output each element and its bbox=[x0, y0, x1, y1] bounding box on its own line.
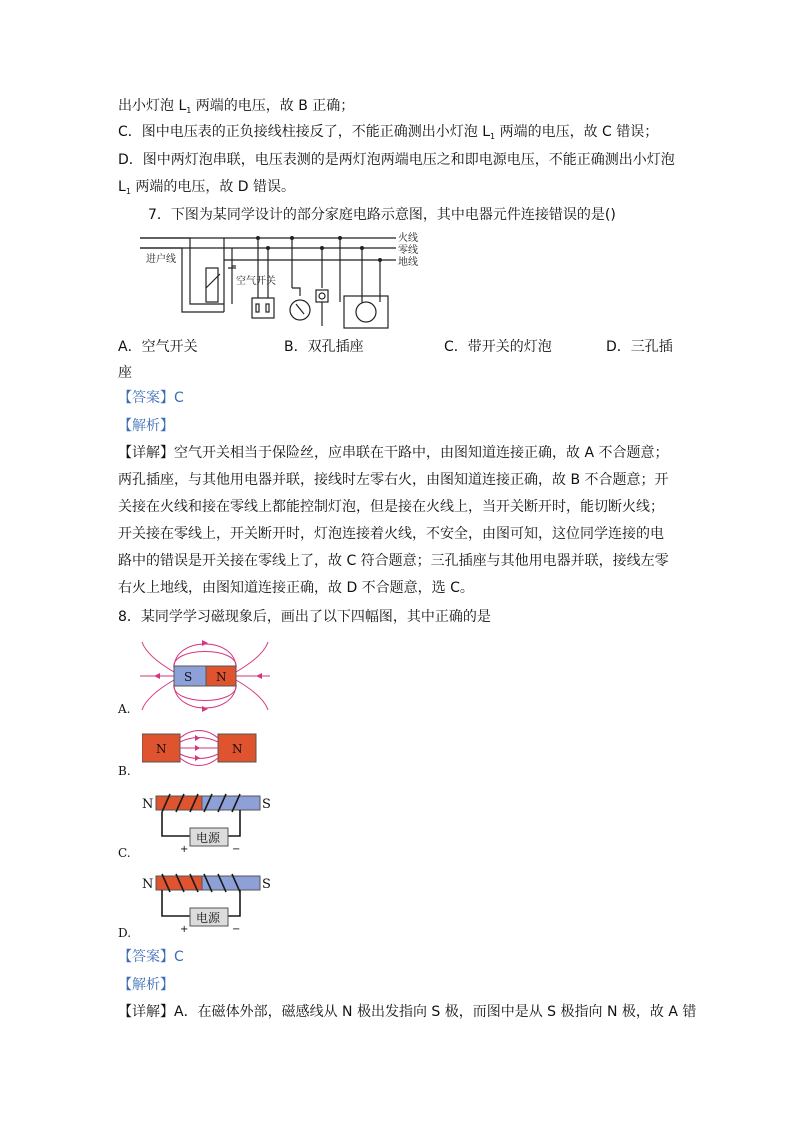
neutral-label: 零线 bbox=[398, 245, 418, 256]
figure-b-label: B. bbox=[118, 764, 131, 778]
pole-label: N bbox=[216, 670, 227, 684]
pole-label: N bbox=[142, 797, 154, 812]
ground-label: 地线 bbox=[398, 257, 418, 268]
detail-7-line: 两孔插座，与其他用电器并联，接线时左零右火，由图知道连接正确，故 B 不合题意；开 bbox=[118, 472, 669, 488]
analysis-7: 【解析】 bbox=[118, 418, 174, 434]
option-c: C．带开关的灯泡 bbox=[444, 339, 552, 355]
figure-a-bar-magnet bbox=[140, 638, 270, 714]
detail-7-line: 开关接在零线上，开关断开时，灯泡连接着火线，不安全，由图可知，这位同学连接的电 bbox=[118, 526, 664, 542]
text-line: D．图中两灯泡串联，电压表测的是两灯泡两端电压之和即电源电压，不能正确测出小灯泡 bbox=[118, 152, 675, 168]
option-a: A．空气开关 bbox=[118, 339, 198, 355]
option-d-continued: 座 bbox=[118, 365, 132, 381]
figure-c-label: C. bbox=[118, 846, 131, 860]
power-source-label: 电源 bbox=[196, 911, 221, 925]
minus-sign: − bbox=[232, 924, 241, 935]
figure-a-label: A. bbox=[118, 702, 131, 716]
detail-7-line: 路中的错误是开关接在零线上了，故 C 符合题意；三孔插座与其他用电器并联，接线左零 bbox=[118, 553, 669, 569]
text-line: $L_1$ 两端的电压，故 D 错误。 bbox=[118, 179, 296, 196]
answer-7: 【答案】C bbox=[118, 390, 184, 406]
plus-sign: + bbox=[180, 844, 189, 855]
detail-7-line: 【详解】空气开关相当于保险丝，应串联在干路中，由图知道连接正确，故 A 不合题意； bbox=[118, 445, 669, 461]
text-line: C．图中电压表的正负接线柱接反了，不能正确测出小灯泡 $L_1$ 两端的电压，故 C 错误； bbox=[118, 124, 659, 141]
inlet-label: 进户线 bbox=[146, 254, 176, 265]
household-circuit-diagram bbox=[140, 226, 430, 332]
figure-d-label: D. bbox=[118, 926, 132, 940]
question-8: 8．某同学学习磁现象后，画出了以下四幅图，其中正确的是 bbox=[118, 609, 491, 625]
answer-8: 【答案】C bbox=[118, 949, 184, 965]
detail-7-line: 关接在火线和接在零线上都能控制灯泡，但是接在火线上，当开关断开时，能切断火线； bbox=[118, 499, 664, 515]
pole-label: S bbox=[184, 670, 193, 684]
option-d: D．三孔插 bbox=[606, 339, 673, 355]
pole-label: N bbox=[232, 742, 243, 756]
option-b: B．双孔插座 bbox=[284, 339, 364, 355]
question-7: 7．下图为某同学设计的部分家庭电路示意图，其中电器元件连接错误的是() bbox=[148, 207, 616, 223]
detail-7-line: 右火上地线，由图知道连接正确，故 D 不合题意，选 C。 bbox=[118, 580, 474, 596]
figure-b-two-magnets bbox=[142, 726, 258, 770]
pole-label: N bbox=[142, 877, 154, 892]
figure-d-solenoid bbox=[140, 872, 280, 936]
breaker-label: 空气开关 bbox=[236, 276, 276, 287]
power-source-label: 电源 bbox=[196, 831, 221, 845]
minus-sign: − bbox=[232, 844, 241, 855]
detail-8-line: 【详解】A．在磁体外部，磁感线从 N 极出发指向 S 极，而图中是从 S 极指向 N 极，故 A 错 bbox=[118, 1004, 697, 1020]
figure-c-solenoid bbox=[140, 792, 280, 856]
pole-label: S bbox=[262, 877, 271, 892]
plus-sign: + bbox=[180, 924, 189, 935]
analysis-8: 【解析】 bbox=[118, 977, 174, 993]
pole-label: S bbox=[262, 797, 271, 812]
text-line: 出小灯泡 $L_1$ 两端的电压，故 B 正确； bbox=[118, 98, 355, 115]
live-label: 火线 bbox=[398, 233, 418, 244]
pole-label: N bbox=[156, 742, 167, 756]
